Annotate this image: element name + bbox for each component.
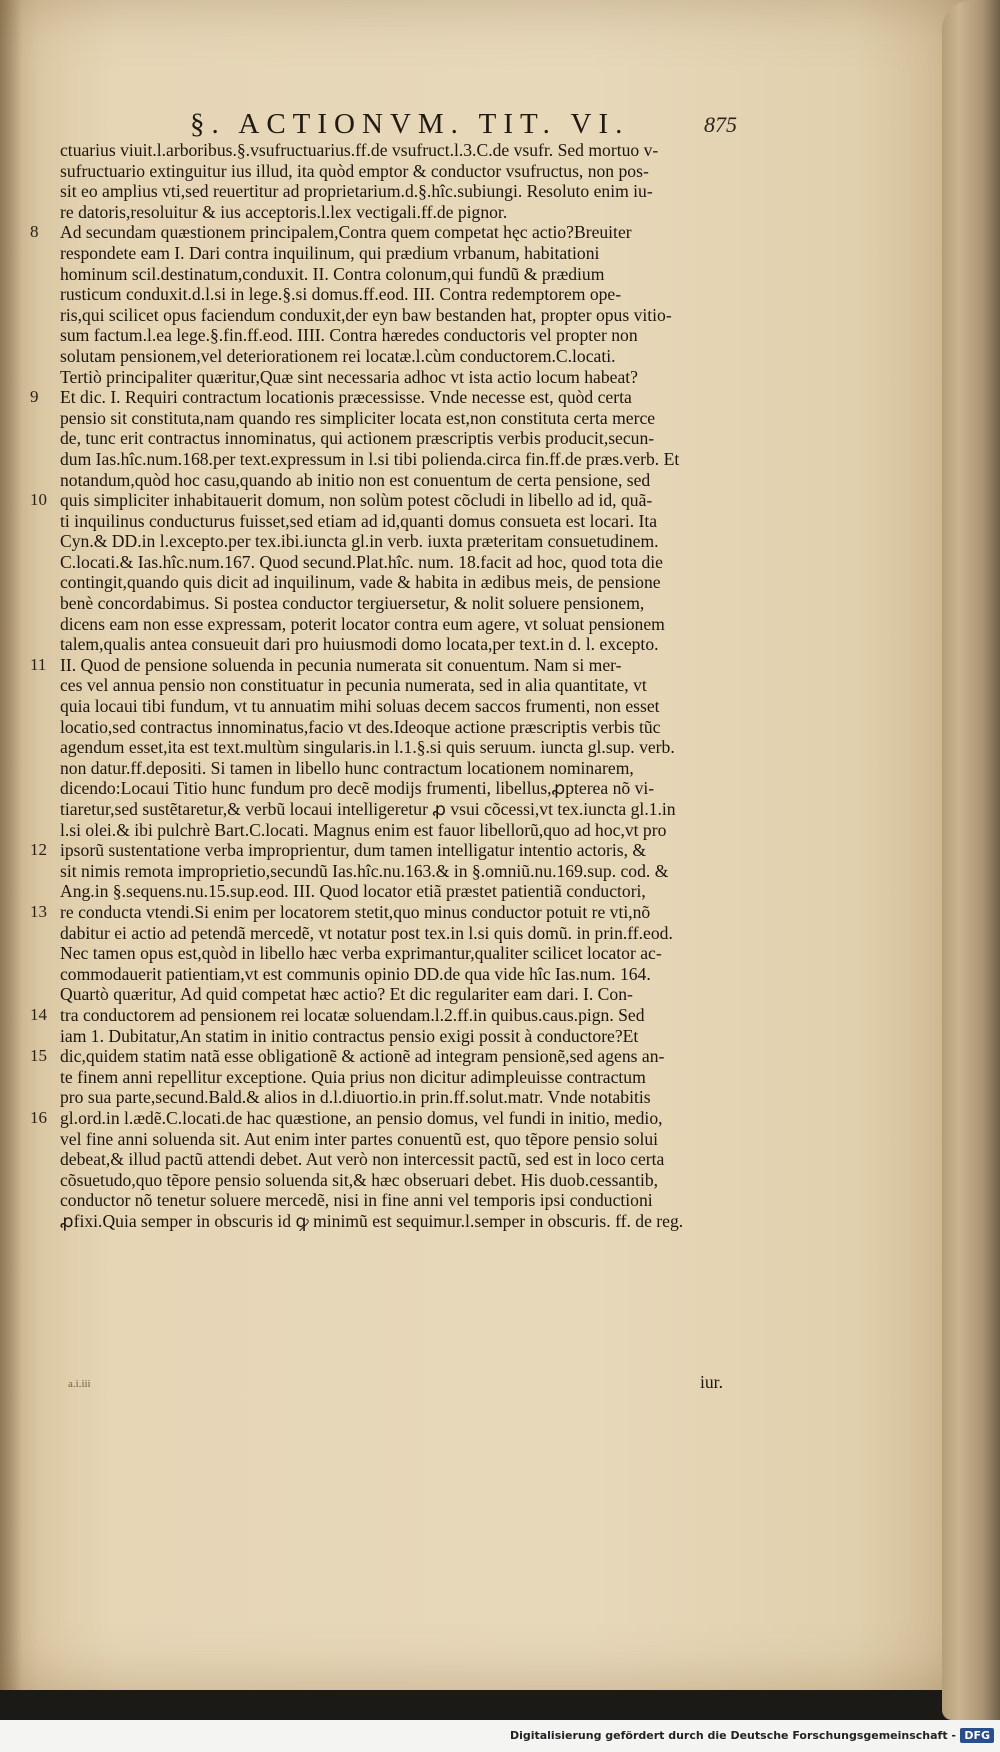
text-line-content: re conducta vtendi.Si enim per locatorem stetit,quo minus conductor potuit re vti,nõ (60, 901, 651, 922)
text-line (60, 531, 750, 552)
text-line-content: vel fine anni soluenda sit. Aut enim inter partes conuentũ est, quo tẽpore pensio solui (60, 1128, 659, 1149)
text-line-content: ces vel annua pensio non constituatur in pecunia numerata, sed in alia quantitate, vt (60, 675, 647, 696)
text-line-content: dabitur ei actio ad petendã mercedẽ, vt notatur post tex.in l.si quis domũ. in prin.ff.eod. (60, 922, 673, 943)
text-line-content: ctuarius viuit.l.arboribus.§.vsufructuarius.ff.de vsufruct.l.3.C.de vsufr. Sed mortuo v- (60, 140, 659, 160)
text-line (60, 634, 750, 655)
text-line-content: gl.ord.in l.ædẽ.C.locati.de hac quæstione, an pensio domus, vel fundi in initio, medio, (60, 1107, 663, 1128)
text-line-content: ris,qui scilicet opus faciendum conduxit,der eyn baw bestanden hat, propter opus vitio- (60, 304, 672, 325)
text-line-content: Cyn.& DD.in l.excepto.per tex.ibi.iuncta gl.in verb. iuxta præteritam consuetudinem. (60, 531, 659, 552)
text-line (60, 1129, 750, 1150)
text-line-content: sit nimis remota improprietio,secundũ Ias.hîc.nu.163.& in §.omniũ.nu.169.sup. cod. & (60, 860, 669, 881)
margin-number: 12 (30, 840, 47, 860)
text-line-content: sit eo amplius vti,sed reuertitur ad proprietarium.d.§.hîc.subiungi. Resoluto enim iu- (60, 181, 653, 202)
text-line (60, 1087, 750, 1108)
text-line-content: l.si olei.& ibi pulchrè Bart.C.locati. Magnus enim est fauor libellorũ,quo ad hoc,vt pro (60, 819, 667, 840)
text-block (60, 140, 750, 1231)
text-line (60, 964, 750, 985)
dfg-logo: DFG (960, 1728, 994, 1743)
text-line-content: dicendo:Locaui Titio hunc fundum pro decẽ modijs frumenti, libellus,ꝓpterea nõ vi- (60, 778, 655, 799)
text-line (60, 881, 750, 902)
text-line (60, 449, 750, 470)
text-line-content: dum Ias.hîc.num.168.per text.expressum in l.si tibi polienda.circa fin.ff.de præs.verb. Et (60, 448, 680, 469)
text-line (60, 902, 750, 923)
text-line (60, 387, 750, 408)
text-line (60, 305, 750, 326)
text-line (60, 243, 750, 264)
text-line-content: te finem anni repellitur exceptione. Quia prius non dicitur adimpleuisse contractum (60, 1066, 646, 1087)
catchword: iur. (700, 1372, 723, 1392)
text-line (60, 861, 750, 882)
text-line-content: Ad secundam quæstionem principalem,Contra quem competat hęc actio?Breuiter (60, 222, 632, 243)
text-line (60, 675, 750, 696)
margin-number: 16 (30, 1108, 47, 1128)
text-line-content: respondete eam I. Dari contra inquilinum, qui prædium vrbanum, habitationi (60, 242, 600, 263)
text-line-content: rusticum conduxit.d.l.si in lege.§.si domus.ff.eod. III. Contra redemptorem ope- (60, 284, 622, 305)
text-line-content: Ang.in §.sequens.nu.15.sup.eod. III. Quod locator etiã præstet patientiã conductori, (60, 881, 646, 902)
text-line-content: talem,qualis antea consueuit dari pro huiusmodi domo locata,per text.in d. l. excepto. (60, 634, 659, 655)
text-line (60, 1190, 750, 1211)
text-line (60, 367, 750, 388)
text-line-content: agendum esset,ita est text.multùm singularis.in l.1.§.si quis seruum. iuncta gl.sup. verb. (60, 737, 675, 758)
text-line-content: re datoris,resoluitur & ius acceptoris.l.lex vectigali.ff.de pignor. (60, 201, 508, 222)
text-line (60, 614, 750, 635)
text-line-content: pensio sit constituta,nam quando res simpliciter locata est,non constituta certa merce (60, 407, 656, 428)
text-line (60, 428, 750, 449)
text-line (60, 1067, 750, 1088)
footer-text: Digitalisierung gefördert durch die Deutsche Forschungsgemeinschaft - (509, 1729, 956, 1742)
text-line (60, 490, 750, 511)
spine-shadow (0, 0, 22, 1690)
text-line (60, 408, 750, 429)
text-line-content: commodauerit patientiam,vt est communis opinio DD.de qua vide hîc Ias.num. 164. (60, 963, 651, 984)
text-line (60, 1005, 750, 1026)
text-line (60, 572, 750, 593)
text-line-content: tiaretur,sed sustẽtaretur,& verbũ locaui intelligeretur ꝓ vsui cõcessi,vt tex.iuncta gl.1.in (60, 799, 676, 819)
text-line (60, 593, 750, 614)
text-line (60, 984, 750, 1005)
text-line (60, 1026, 750, 1047)
text-line-content: ꝓfixi.Quia semper in obscuris id ꝙ minimũ est sequimur.l.semper in obscuris. ff. de reg. (60, 1210, 684, 1231)
margin-number: 9 (30, 387, 39, 407)
text-line-content: cõsuetudo,quo tẽpore pensio soluenda sit,& hæc obseruari debet. His duob.cessantib, (60, 1169, 659, 1190)
text-line (60, 778, 750, 799)
text-line-content: locatio,sed contractus innominatus,facio vt des.Ideoque actione præscriptis verbis tũc (60, 716, 661, 737)
text-line (60, 161, 750, 182)
text-line-content: II. Quod de pensione soluenda in pecunia numerata sit conuentum. Nam si mer- (60, 654, 622, 675)
text-line (60, 511, 750, 532)
text-line-content: ti inquilinus conducturus fuisset,sed etiam ad id,quanti domus consueta est locari. Ita (60, 510, 658, 531)
margin-number: 13 (30, 902, 47, 922)
text-line-content: Tertiò principaliter quæritur,Quæ sint necessaria adhoc vt ista actio locum habeat? (60, 366, 638, 387)
footer-bar (0, 1720, 1000, 1752)
text-line-content: debeat,& illud pactũ attendi debet. Aut verò non intercessit pactũ, sed est in loco certa (60, 1149, 665, 1170)
text-line (60, 470, 750, 491)
text-line-content: iam 1. Dubitatur,An statim in initio contractus pensio exigi possit à conductore?Et (60, 1025, 639, 1046)
text-line (60, 717, 750, 738)
text-line (60, 737, 750, 758)
text-line (60, 1108, 750, 1129)
text-line (60, 222, 750, 243)
text-line (60, 696, 750, 717)
text-line (60, 923, 750, 944)
text-line-content: sum factum.l.ea lege.§.fin.ff.eod. IIII. Contra hæredes conductoris vel propter non (60, 325, 638, 346)
text-line-content: Nec tamen opus est,quòd in libello hæc verba exprimantur,qualiter scilicet locator ac- (60, 943, 662, 964)
text-line (60, 202, 750, 223)
text-line-content: solutam pensionem,vel deteriorationem rei locatæ.l.cùm conductorem.C.locati. (60, 345, 616, 366)
text-line (60, 758, 750, 779)
text-line (60, 346, 750, 367)
text-line-content: dicens eam non esse expressam, poterit locator contra eum agere, vt soluat pensionem (60, 613, 665, 634)
text-line (60, 325, 750, 346)
page-edge (942, 0, 1000, 1720)
text-line-content: de, tunc erit contractus innominatus, qui actionem præscriptis verbis producit,secun- (60, 428, 655, 449)
text-line-content: ipsorũ sustentatione verba improprientur, dum tamen intelligatur intentio actoris, & (60, 840, 647, 861)
text-line (60, 181, 750, 202)
text-line-content: conductor nõ tenetur soluere mercedẽ, nisi in fine anni vel temporis ipsi conductioni (60, 1190, 653, 1211)
margin-number: 8 (30, 222, 39, 242)
text-line-content: notandum,quòd hoc casu,quando ab initio non est conuentum de certa pensione, sed (60, 469, 651, 490)
text-line (60, 655, 750, 676)
text-line (60, 1211, 750, 1232)
text-line (60, 840, 750, 861)
text-line-content: dic,quidem statim natã esse obligationẽ & actionẽ ad integram pensionẽ,sed agens an- (60, 1046, 665, 1067)
text-line-content: sufructuario extinguitur ius illud, ita quòd emptor & conductor vsufructus, non pos- (60, 160, 649, 181)
text-line (60, 284, 750, 305)
margin-number: 14 (30, 1005, 47, 1025)
text-line (60, 820, 750, 841)
text-line-content: hominum scil.destinatum,conduxit. II. Contra colonum,qui fundũ & prædium (60, 263, 605, 284)
folio-number: 875 (704, 112, 737, 137)
text-line-content: non datur.ff.depositi. Si tamen in libello hunc contractum locationem nominarem, (60, 757, 634, 778)
running-header: §. ACTIONVM. TIT. VI. (190, 108, 630, 140)
text-line-content: contingit,quando quis dicit ad inquilinum, vade & habita in ædibus meis, de pensione (60, 572, 661, 593)
text-line-content: tra conductorem ad pensionem rei locatæ soluendam.l.2.ff.in quibus.caus.pign. Sed (60, 1004, 645, 1025)
text-line-content: Quartò quæritur, Ad quid competat hæc actio? Et dic regulariter eam dari. I. Con- (60, 984, 633, 1005)
text-line-content: benè concordabimus. Si postea conductor tergiuersetur, & nolit soluere pensionem, (60, 593, 645, 614)
text-line (60, 943, 750, 964)
margin-number: 10 (30, 490, 47, 510)
text-line-content: pro sua parte,secund.Bald.& alios in d.l.diuortio.in prin.ff.solut.matr. Vnde notabitis (60, 1087, 651, 1108)
text-line (60, 140, 750, 161)
text-line (60, 799, 750, 820)
text-line (60, 264, 750, 285)
text-line-content: quia locaui tibi fundum, vt tu annuatim mihi soluas decem saccos frumenti, non esset (60, 696, 660, 717)
margin-number: 15 (30, 1046, 47, 1066)
text-line (60, 1046, 750, 1067)
text-line-content: C.locati.& Ias.hîc.num.167. Quod secund.Plat.hîc. num. 18.facit ad hoc, quod tota die (60, 551, 663, 572)
margin-number: 11 (30, 655, 47, 674)
signature-mark: a.i.iii (68, 1378, 91, 1390)
text-line (60, 1170, 750, 1191)
text-line (60, 1149, 750, 1170)
text-line-content: quis simpliciter inhabitauerit domum, non solùm potest cõcludi in libello ad id, quã- (60, 490, 653, 511)
text-line (60, 552, 750, 573)
text-line-content: Et dic. I. Requiri contractum locationis præcessisse. Vnde necesse est, quòd certa (60, 387, 632, 408)
